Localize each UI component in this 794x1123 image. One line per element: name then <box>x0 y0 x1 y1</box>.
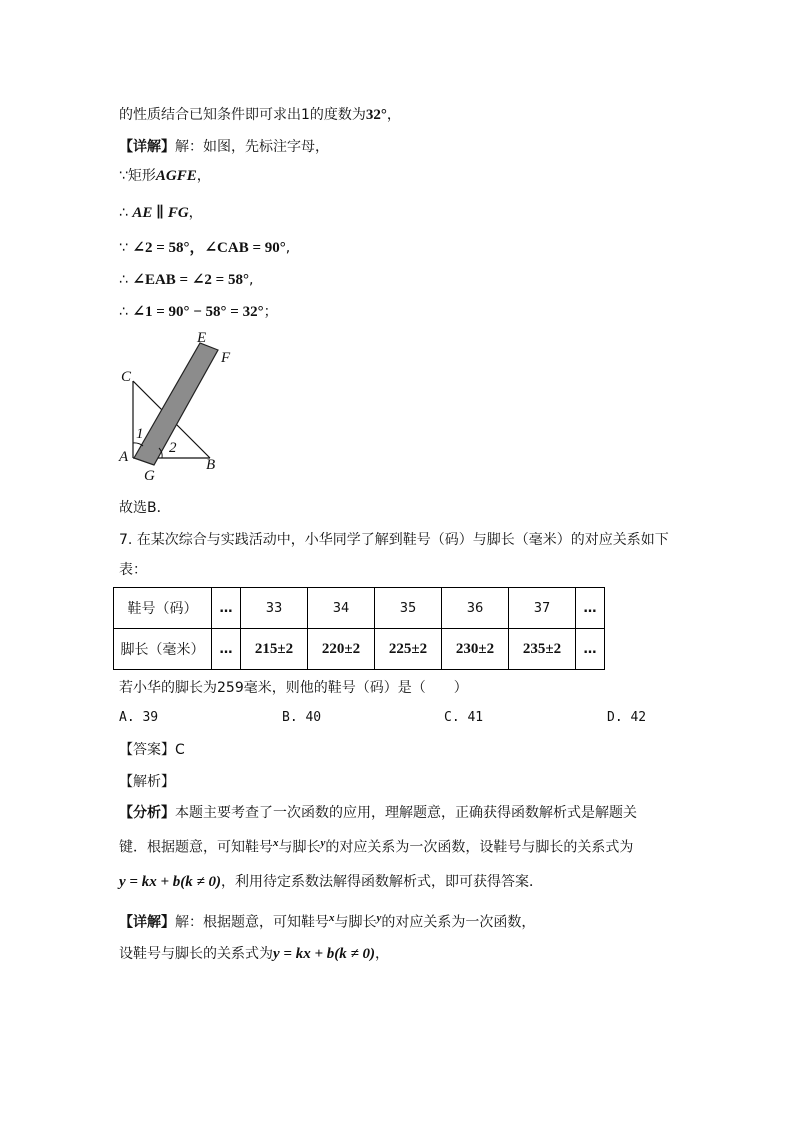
text-line-6 <box>119 270 253 290</box>
analysis-text: 键．根据题意，可知鞋号 <box>119 839 273 856</box>
line-text: 矩形 <box>127 168 156 184</box>
question-text: 在某次综合与实践活动中，小华同学了解到鞋号（码）与脚长（毫米）的对应关系如下 <box>136 532 669 548</box>
option-b: B. 40 <box>282 710 322 725</box>
table-cell: 235±2 <box>509 629 576 670</box>
table-ellipsis: … <box>576 588 605 629</box>
text-line-3 <box>119 166 211 186</box>
math-expression: ∠EAB = ∠2 = 58° <box>132 272 249 288</box>
analysis-line-2 <box>119 833 633 858</box>
label-b: B <box>206 457 216 473</box>
table-header-length: 脚长（毫米） <box>114 629 212 670</box>
text-line-4 <box>119 203 203 223</box>
math-expression: AE ∥ FG <box>132 205 189 221</box>
analysis-tag: 【分析】 <box>119 805 175 821</box>
table-row <box>114 629 605 670</box>
punctuation: ， <box>386 107 401 123</box>
analysis-text: ，利用待定系数法解得函数解析式，即可获得答案． <box>220 874 543 890</box>
variable-y: y <box>320 837 326 849</box>
analysis-text: 的对应关系为一次函数，设鞋号与脚长的关系式为 <box>325 839 634 856</box>
answer-text: 【答案】C <box>119 742 185 758</box>
because-symbol: ∵ <box>119 168 128 184</box>
analysis-title <box>119 772 175 792</box>
label-e: E <box>197 330 207 346</box>
option-a: A. 39 <box>119 710 159 725</box>
table-row <box>114 588 605 629</box>
because-symbol: ∵ <box>119 240 128 256</box>
analysis-text: 本题主要考查了一次函数的应用，理解题意，正确获得函数解析式是解题关 <box>175 805 637 821</box>
table-cell: 225±2 <box>375 629 442 670</box>
punctuation: ， <box>196 168 211 184</box>
formula: y = kx + b(k ≠ 0) <box>119 874 221 890</box>
table-header-size: 鞋号（码） <box>114 588 212 629</box>
table-cell: 220±2 <box>308 629 375 670</box>
text-line-5 <box>119 238 290 258</box>
text-line-7 <box>119 302 278 322</box>
detail-text: 的对应关系为一次函数， <box>381 914 536 931</box>
question-prompt <box>119 678 468 698</box>
question-line-2 <box>119 560 147 580</box>
table-cell: 37 <box>509 588 576 629</box>
table-cell: 215±2 <box>241 629 308 670</box>
label-angle-1: 1 <box>136 426 144 442</box>
prompt-text: 若小华的脚长为259毫米，则他的鞋号（码）是（ ） <box>119 680 468 696</box>
table-cell: 33 <box>241 588 308 629</box>
math-expression: 32° <box>365 107 387 123</box>
analysis-title-text: 【解析】 <box>119 774 175 790</box>
table-cell: 230±2 <box>442 629 509 670</box>
table-cell: 36 <box>442 588 509 629</box>
table-ellipsis: … <box>576 629 605 670</box>
shoe-size-table <box>113 587 605 670</box>
variable-x: x <box>329 912 335 924</box>
line-text: 解：如图，先标注字母， <box>175 139 329 155</box>
table-cell: 35 <box>375 588 442 629</box>
punctuation: ， <box>374 946 389 962</box>
label-c: C <box>121 369 132 385</box>
detail-line-2 <box>119 944 389 964</box>
punctuation: , <box>248 272 254 288</box>
answer-line <box>119 740 185 760</box>
text-line-conclusion <box>119 498 171 518</box>
text-line-1 <box>119 105 401 125</box>
punctuation: ， <box>188 205 203 221</box>
label-f: F <box>221 350 231 366</box>
therefore-symbol: ∴ <box>119 205 128 221</box>
analysis-text: 与脚长 <box>278 839 321 856</box>
question-text: 表： <box>119 562 147 578</box>
analysis-line-1 <box>119 803 637 823</box>
detail-tag: 【详解】 <box>119 914 175 931</box>
text-line-2 <box>119 137 329 157</box>
therefore-symbol: ∴ <box>119 304 128 320</box>
question-line-1 <box>119 530 669 550</box>
line-text: 的性质结合已知条件即可求出 <box>119 107 301 123</box>
table-ellipsis: … <box>212 629 241 670</box>
detail-line-1 <box>119 908 535 933</box>
line-number: 1 <box>301 107 310 123</box>
punctuation: ； <box>263 304 278 320</box>
option-c: C. 41 <box>444 710 484 725</box>
math-expression: ∠1 = 90° − 58° = 32° <box>132 304 264 320</box>
punctuation: , <box>285 240 291 256</box>
math-expression: ∠2 = 58°，∠CAB = 90° <box>132 240 286 256</box>
therefore-symbol: ∴ <box>119 272 128 288</box>
formula: y = kx + b(k ≠ 0) <box>273 946 375 962</box>
geometry-figure <box>110 328 250 488</box>
table-ellipsis: … <box>212 588 241 629</box>
label-a: A <box>119 449 129 465</box>
variable-x: x <box>273 837 279 849</box>
math-expression: AGFE <box>155 168 197 184</box>
line-text: 的度数为 <box>309 107 366 123</box>
detail-text: 解：根据题意，可知鞋号 <box>175 914 329 931</box>
line-text: 故选B． <box>119 500 171 516</box>
question-number: 7. <box>119 532 133 548</box>
label-angle-2: 2 <box>169 440 177 456</box>
detail-text: 与脚长 <box>334 914 377 931</box>
analysis-line-3 <box>119 872 543 892</box>
variable-y: y <box>376 912 382 924</box>
table-cell: 34 <box>308 588 375 629</box>
option-d: D. 42 <box>607 710 647 725</box>
detail-tag: 【详解】 <box>119 139 175 155</box>
label-g: G <box>144 468 155 484</box>
detail-text: 设鞋号与脚长的关系式为 <box>119 946 273 962</box>
